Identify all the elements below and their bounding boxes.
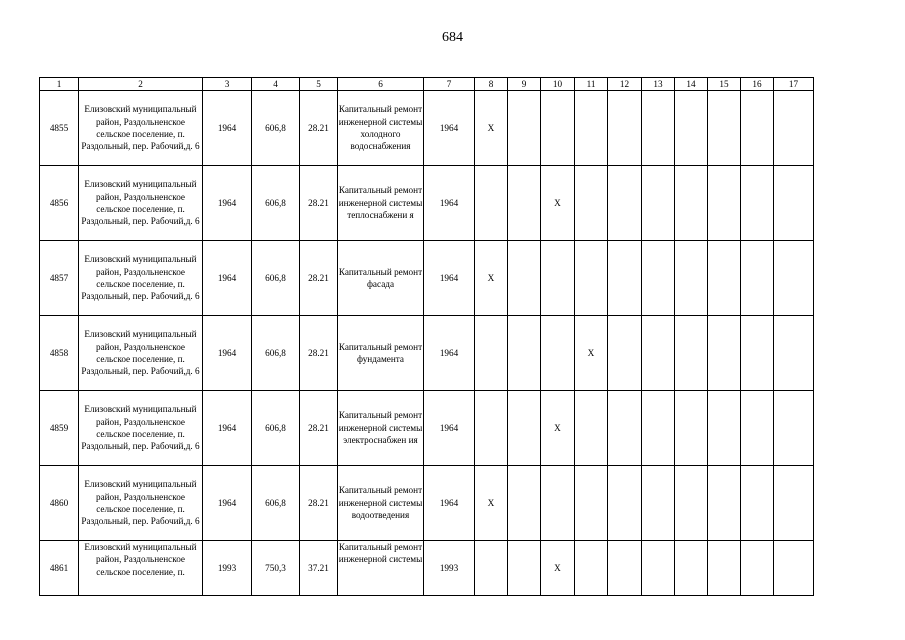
period-mark-cell bbox=[475, 166, 508, 241]
header-cell: 6 bbox=[338, 78, 424, 91]
area-cell: 606,8 bbox=[252, 241, 300, 316]
rate-cell: 28.21 bbox=[300, 241, 338, 316]
row-number-cell: 4858 bbox=[40, 316, 79, 391]
period-mark-cell bbox=[642, 541, 675, 596]
period-mark-cell bbox=[741, 541, 774, 596]
year-built-cell: 1964 bbox=[203, 391, 252, 466]
period-mark-cell bbox=[508, 391, 541, 466]
year-cell: 1964 bbox=[424, 166, 475, 241]
period-mark-cell bbox=[541, 316, 575, 391]
period-mark-cell bbox=[608, 91, 642, 166]
table-row bbox=[40, 316, 814, 391]
period-mark-cell bbox=[774, 391, 814, 466]
period-mark-cell bbox=[608, 391, 642, 466]
year-built-cell: 1964 bbox=[203, 316, 252, 391]
rate-cell: 28.21 bbox=[300, 391, 338, 466]
period-mark-cell: X bbox=[575, 316, 608, 391]
period-mark-cell bbox=[508, 316, 541, 391]
period-mark-cell bbox=[508, 541, 541, 596]
period-mark-cell bbox=[575, 466, 608, 541]
capital-repair-table bbox=[39, 77, 814, 596]
area-cell: 606,8 bbox=[252, 91, 300, 166]
area-cell: 606,8 bbox=[252, 316, 300, 391]
period-mark-cell bbox=[708, 466, 741, 541]
address-cell: Елизовский муниципальный район, Раздольненское сельское поселение, п. Раздольный, пер. Рабочий,д. 6 bbox=[79, 466, 203, 541]
address-cell: Елизовский муниципальный район, Раздольненское сельское поселение, п. Раздольный, пер. Рабочий,д. 6 bbox=[79, 241, 203, 316]
header-cell: 7 bbox=[424, 78, 475, 91]
period-mark-cell bbox=[741, 466, 774, 541]
period-mark-cell bbox=[708, 316, 741, 391]
year-cell: 1964 bbox=[424, 391, 475, 466]
year-built-cell: 1964 bbox=[203, 166, 252, 241]
period-mark-cell bbox=[575, 241, 608, 316]
table-row bbox=[40, 241, 814, 316]
year-cell: 1964 bbox=[424, 316, 475, 391]
period-mark-cell bbox=[608, 316, 642, 391]
row-number-cell: 4856 bbox=[40, 166, 79, 241]
period-mark-cell bbox=[508, 241, 541, 316]
period-mark-cell: X bbox=[541, 541, 575, 596]
header-cell: 10 bbox=[541, 78, 575, 91]
period-mark-cell bbox=[741, 166, 774, 241]
year-cell: 1964 bbox=[424, 466, 475, 541]
row-number-cell: 4861 bbox=[40, 541, 79, 596]
period-mark-cell: X bbox=[475, 91, 508, 166]
header-cell: 1 bbox=[40, 78, 79, 91]
row-number-cell: 4857 bbox=[40, 241, 79, 316]
period-mark-cell bbox=[708, 91, 741, 166]
address-cell: Елизовский муниципальный район, Раздольненское сельское поселение, п. bbox=[79, 541, 203, 596]
header-cell: 9 bbox=[508, 78, 541, 91]
rate-cell: 28.21 bbox=[300, 316, 338, 391]
header-row bbox=[40, 78, 814, 91]
work-type-cell: Капитальный ремонт фасада bbox=[338, 241, 424, 316]
period-mark-cell bbox=[774, 541, 814, 596]
header-cell: 8 bbox=[475, 78, 508, 91]
table-row bbox=[40, 91, 814, 166]
period-mark-cell bbox=[774, 166, 814, 241]
period-mark-cell bbox=[675, 541, 708, 596]
address-cell: Елизовский муниципальный район, Раздольненское сельское поселение, п. Раздольный, пер. Рабочий,д. 6 bbox=[79, 166, 203, 241]
area-cell: 606,8 bbox=[252, 466, 300, 541]
year-built-cell: 1993 bbox=[203, 541, 252, 596]
period-mark-cell bbox=[608, 466, 642, 541]
period-mark-cell bbox=[608, 241, 642, 316]
header-cell: 14 bbox=[675, 78, 708, 91]
table-row bbox=[40, 391, 814, 466]
period-mark-cell: X bbox=[541, 391, 575, 466]
period-mark-cell bbox=[675, 166, 708, 241]
header-cell: 12 bbox=[608, 78, 642, 91]
period-mark-cell bbox=[541, 466, 575, 541]
period-mark-cell bbox=[642, 166, 675, 241]
period-mark-cell bbox=[608, 166, 642, 241]
area-cell: 606,8 bbox=[252, 391, 300, 466]
period-mark-cell bbox=[475, 316, 508, 391]
period-mark-cell bbox=[675, 466, 708, 541]
period-mark-cell bbox=[675, 391, 708, 466]
work-type-cell: Капитальный ремонт инженерной системы теплоснабжени я bbox=[338, 166, 424, 241]
period-mark-cell bbox=[642, 316, 675, 391]
rate-cell: 28.21 bbox=[300, 166, 338, 241]
table-row bbox=[40, 466, 814, 541]
row-number-cell: 4855 bbox=[40, 91, 79, 166]
address-cell: Елизовский муниципальный район, Раздольненское сельское поселение, п. Раздольный, пер. Рабочий,д. 6 bbox=[79, 391, 203, 466]
period-mark-cell bbox=[675, 316, 708, 391]
header-cell: 3 bbox=[203, 78, 252, 91]
row-number-cell: 4860 bbox=[40, 466, 79, 541]
work-type-cell: Капитальный ремонт инженерной системы электроснабжен ия bbox=[338, 391, 424, 466]
period-mark-cell bbox=[774, 466, 814, 541]
period-mark-cell bbox=[475, 391, 508, 466]
work-type-cell: Капитальный ремонт инженерной системы холодного водоснабжения bbox=[338, 91, 424, 166]
address-cell: Елизовский муниципальный район, Раздольненское сельское поселение, п. Раздольный, пер. Рабочий,д. 6 bbox=[79, 316, 203, 391]
header-cell: 5 bbox=[300, 78, 338, 91]
header-cell: 16 bbox=[741, 78, 774, 91]
work-type-cell: Капитальный ремонт фундамента bbox=[338, 316, 424, 391]
period-mark-cell bbox=[675, 91, 708, 166]
period-mark-cell bbox=[642, 391, 675, 466]
rate-cell: 28.21 bbox=[300, 91, 338, 166]
period-mark-cell bbox=[642, 241, 675, 316]
year-cell: 1964 bbox=[424, 91, 475, 166]
period-mark-cell bbox=[575, 391, 608, 466]
period-mark-cell bbox=[642, 91, 675, 166]
period-mark-cell bbox=[708, 166, 741, 241]
row-number-cell: 4859 bbox=[40, 391, 79, 466]
period-mark-cell bbox=[508, 91, 541, 166]
period-mark-cell bbox=[774, 241, 814, 316]
period-mark-cell: X bbox=[541, 166, 575, 241]
work-type-cell: Капитальный ремонт инженерной системы водоотведения bbox=[338, 466, 424, 541]
work-type-cell: Капитальный ремонт инженерной системы bbox=[338, 541, 424, 596]
period-mark-cell bbox=[741, 391, 774, 466]
address-cell: Елизовский муниципальный район, Раздольненское сельское поселение, п. Раздольный, пер. Рабочий,д. 6 bbox=[79, 91, 203, 166]
header-cell: 4 bbox=[252, 78, 300, 91]
rate-cell: 37.21 bbox=[300, 541, 338, 596]
table-row bbox=[40, 166, 814, 241]
period-mark-cell bbox=[575, 91, 608, 166]
period-mark-cell: X bbox=[475, 241, 508, 316]
period-mark-cell bbox=[708, 241, 741, 316]
year-cell: 1964 bbox=[424, 241, 475, 316]
period-mark-cell bbox=[541, 241, 575, 316]
year-built-cell: 1964 bbox=[203, 241, 252, 316]
header-cell: 2 bbox=[79, 78, 203, 91]
period-mark-cell: X bbox=[475, 466, 508, 541]
area-cell: 750,3 bbox=[252, 541, 300, 596]
page-number: 684 bbox=[442, 30, 463, 45]
period-mark-cell bbox=[708, 541, 741, 596]
period-mark-cell bbox=[741, 316, 774, 391]
period-mark-cell bbox=[541, 91, 575, 166]
period-mark-cell bbox=[575, 541, 608, 596]
header-cell: 17 bbox=[774, 78, 814, 91]
period-mark-cell bbox=[475, 541, 508, 596]
rate-cell: 28.21 bbox=[300, 466, 338, 541]
period-mark-cell bbox=[508, 166, 541, 241]
year-built-cell: 1964 bbox=[203, 91, 252, 166]
year-built-cell: 1964 bbox=[203, 466, 252, 541]
period-mark-cell bbox=[774, 91, 814, 166]
period-mark-cell bbox=[508, 466, 541, 541]
table-row bbox=[40, 541, 814, 596]
period-mark-cell bbox=[575, 166, 608, 241]
header-cell: 13 bbox=[642, 78, 675, 91]
header-cell: 11 bbox=[575, 78, 608, 91]
period-mark-cell bbox=[741, 241, 774, 316]
period-mark-cell bbox=[608, 541, 642, 596]
year-cell: 1993 bbox=[424, 541, 475, 596]
header-cell: 15 bbox=[708, 78, 741, 91]
period-mark-cell bbox=[642, 466, 675, 541]
area-cell: 606,8 bbox=[252, 166, 300, 241]
period-mark-cell bbox=[708, 391, 741, 466]
period-mark-cell bbox=[741, 91, 774, 166]
period-mark-cell bbox=[774, 316, 814, 391]
period-mark-cell bbox=[675, 241, 708, 316]
